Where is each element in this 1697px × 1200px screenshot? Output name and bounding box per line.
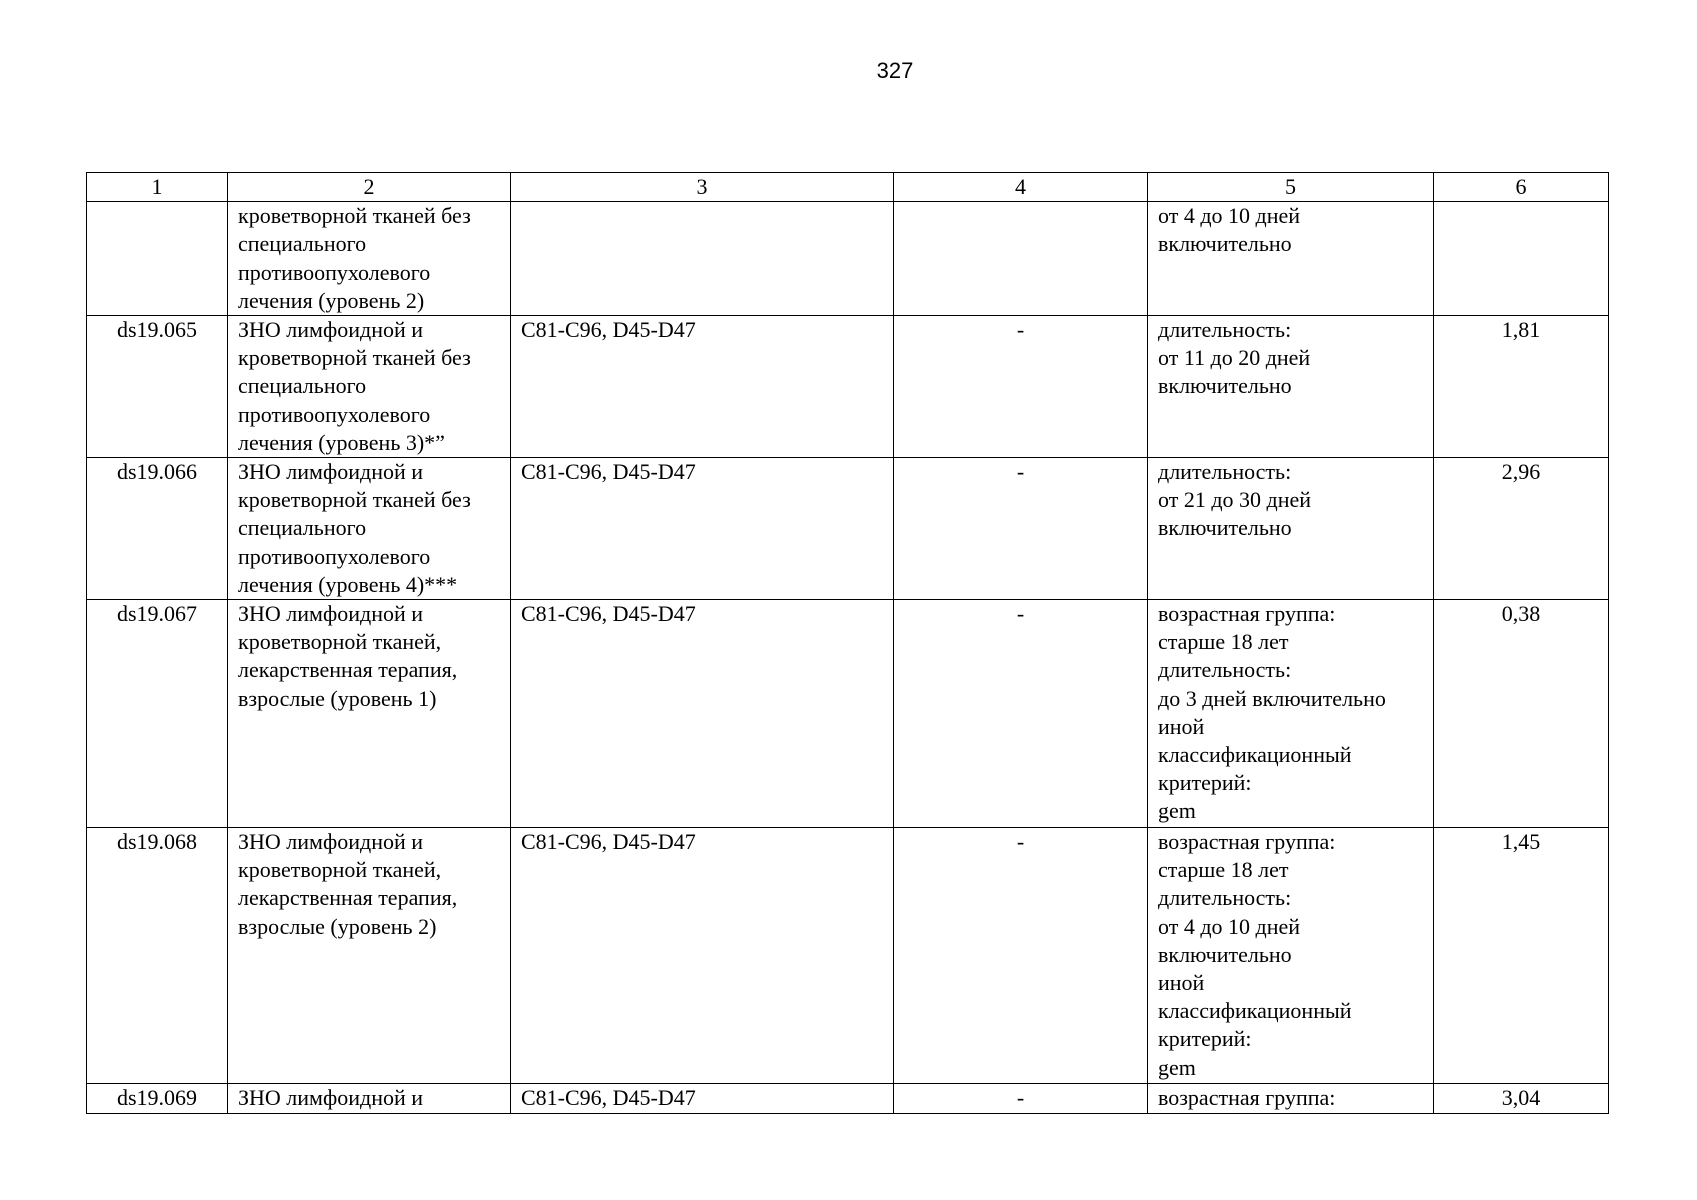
code-cell: ds19.065 — [87, 316, 228, 458]
name-cell-line: специального — [238, 373, 367, 399]
name-cell-line: ЗНО лимфоидной и — [238, 829, 424, 855]
coefficient-cell: 3,04 — [1434, 1084, 1609, 1114]
criteria-cell — [1148, 458, 1434, 600]
criteria-cell-line: gem — [1158, 798, 1196, 824]
criteria-cell — [1148, 828, 1434, 1084]
table-row — [87, 828, 1609, 1084]
criteria-cell-line: включительно — [1158, 941, 1292, 967]
criteria-cell-line: классификационный — [1158, 998, 1352, 1024]
name-cell-line: кроветворной тканей, — [238, 629, 442, 655]
criteria-cell — [1148, 600, 1434, 828]
name-cell-line: лечения (уровень 2) — [238, 287, 425, 313]
criteria-cell-line: иной — [1158, 970, 1205, 996]
name-cell-line: противоопухолевого — [238, 401, 431, 427]
tariff-table — [86, 172, 1609, 1114]
column-header-3: 3 — [511, 173, 894, 202]
criteria-cell-line: возрастная группа: — [1158, 829, 1336, 855]
name-cell-line: кроветворной тканей без — [238, 345, 471, 371]
code-cell: ds19.067 — [87, 600, 228, 828]
column-header-6: 6 — [1434, 173, 1609, 202]
code-cell — [87, 202, 228, 316]
table-header-row — [87, 173, 1609, 202]
criteria-cell-line: возрастная группа: — [1158, 601, 1336, 627]
coefficient-cell: 0,38 — [1434, 600, 1609, 828]
name-cell-line: ЗНО лимфоидной и — [238, 601, 424, 627]
coefficient-cell: 1,81 — [1434, 316, 1609, 458]
diagnoses-cell: C81-C96, D45-D47 — [511, 458, 894, 600]
coefficient-cell — [1434, 202, 1609, 316]
criteria-cell-line: старше 18 лет — [1158, 629, 1289, 655]
code-cell: ds19.069 — [87, 1084, 228, 1114]
criteria-cell-line: от 4 до 10 дней — [1158, 913, 1301, 939]
name-cell-line: лечения (уровень 3)*” — [238, 429, 445, 455]
column-header-2: 2 — [228, 173, 511, 202]
services-cell: - — [894, 458, 1148, 600]
name-cell — [228, 202, 511, 316]
criteria-cell — [1148, 1084, 1434, 1114]
name-cell — [228, 600, 511, 828]
services-cell: - — [894, 316, 1148, 458]
name-cell-line: кроветворной тканей без — [238, 487, 471, 513]
criteria-cell-line: длительность: — [1158, 657, 1292, 683]
criteria-cell-line: от 11 до 20 дней — [1158, 345, 1311, 371]
table-row — [87, 202, 1609, 316]
name-cell-line: лекарственная терапия, — [238, 885, 458, 911]
name-cell-line: специального — [238, 515, 367, 541]
table-row — [87, 1084, 1609, 1114]
code-cell: ds19.068 — [87, 828, 228, 1084]
table-body — [87, 202, 1609, 1114]
table-row — [87, 316, 1609, 458]
page-number: 327 — [876, 58, 914, 83]
name-cell — [228, 458, 511, 600]
criteria-cell-line: gem — [1158, 1054, 1196, 1080]
criteria-cell-line: критерий: — [1158, 1026, 1252, 1052]
table-row — [87, 600, 1609, 828]
name-cell-line: взрослые (уровень 1) — [238, 685, 437, 711]
criteria-cell-line: длительность: — [1158, 885, 1292, 911]
table-row — [87, 458, 1609, 600]
criteria-cell-line: старше 18 лет — [1158, 857, 1289, 883]
criteria-cell-line: включительно — [1158, 231, 1292, 257]
services-cell: - — [894, 600, 1148, 828]
criteria-cell-line: длительность: — [1158, 317, 1292, 343]
name-cell-line: лекарственная терапия, — [238, 657, 458, 683]
criteria-cell-line: до 3 дней включительно — [1158, 685, 1386, 711]
column-header-5: 5 — [1148, 173, 1434, 202]
criteria-cell-line: включительно — [1158, 515, 1292, 541]
name-cell-line: лечения (уровень 4)*** — [238, 571, 458, 597]
name-cell — [228, 316, 511, 458]
name-cell-line: специального — [238, 231, 367, 257]
name-cell-line: кроветворной тканей, — [238, 857, 442, 883]
column-header-1: 1 — [87, 173, 228, 202]
coefficient-cell: 2,96 — [1434, 458, 1609, 600]
services-cell: - — [894, 828, 1148, 1084]
criteria-cell-line: длительность: — [1158, 459, 1292, 485]
column-header-4: 4 — [894, 173, 1148, 202]
diagnoses-cell — [511, 202, 894, 316]
diagnoses-cell: C81-C96, D45-D47 — [511, 1084, 894, 1114]
name-cell-line: ЗНО лимфоидной и — [238, 459, 424, 485]
name-cell-line: противоопухолевого — [238, 543, 431, 569]
criteria-cell-line: от 21 до 30 дней — [1158, 487, 1312, 513]
diagnoses-cell: C81-C96, D45-D47 — [511, 316, 894, 458]
criteria-cell-line: возрастная группа: — [1158, 1085, 1336, 1111]
name-cell-line: кроветворной тканей без — [238, 203, 471, 229]
services-cell — [894, 202, 1148, 316]
criteria-cell — [1148, 316, 1434, 458]
criteria-cell-line: иной — [1158, 713, 1205, 739]
criteria-cell-line: критерий: — [1158, 770, 1252, 796]
coefficient-cell: 1,45 — [1434, 828, 1609, 1084]
name-cell — [228, 1084, 511, 1114]
name-cell-line: противоопухолевого — [238, 259, 431, 285]
name-cell-line: ЗНО лимфоидной и — [238, 1085, 424, 1111]
criteria-cell-line: от 4 до 10 дней — [1158, 203, 1301, 229]
name-cell-line: ЗНО лимфоидной и — [238, 317, 424, 343]
criteria-cell-line: классификационный — [1158, 742, 1352, 768]
diagnoses-cell: C81-C96, D45-D47 — [511, 600, 894, 828]
criteria-cell — [1148, 202, 1434, 316]
name-cell-line: взрослые (уровень 2) — [238, 913, 437, 939]
diagnoses-cell: C81-C96, D45-D47 — [511, 828, 894, 1084]
services-cell: - — [894, 1084, 1148, 1114]
name-cell — [228, 828, 511, 1084]
code-cell: ds19.066 — [87, 458, 228, 600]
criteria-cell-line: включительно — [1158, 373, 1292, 399]
